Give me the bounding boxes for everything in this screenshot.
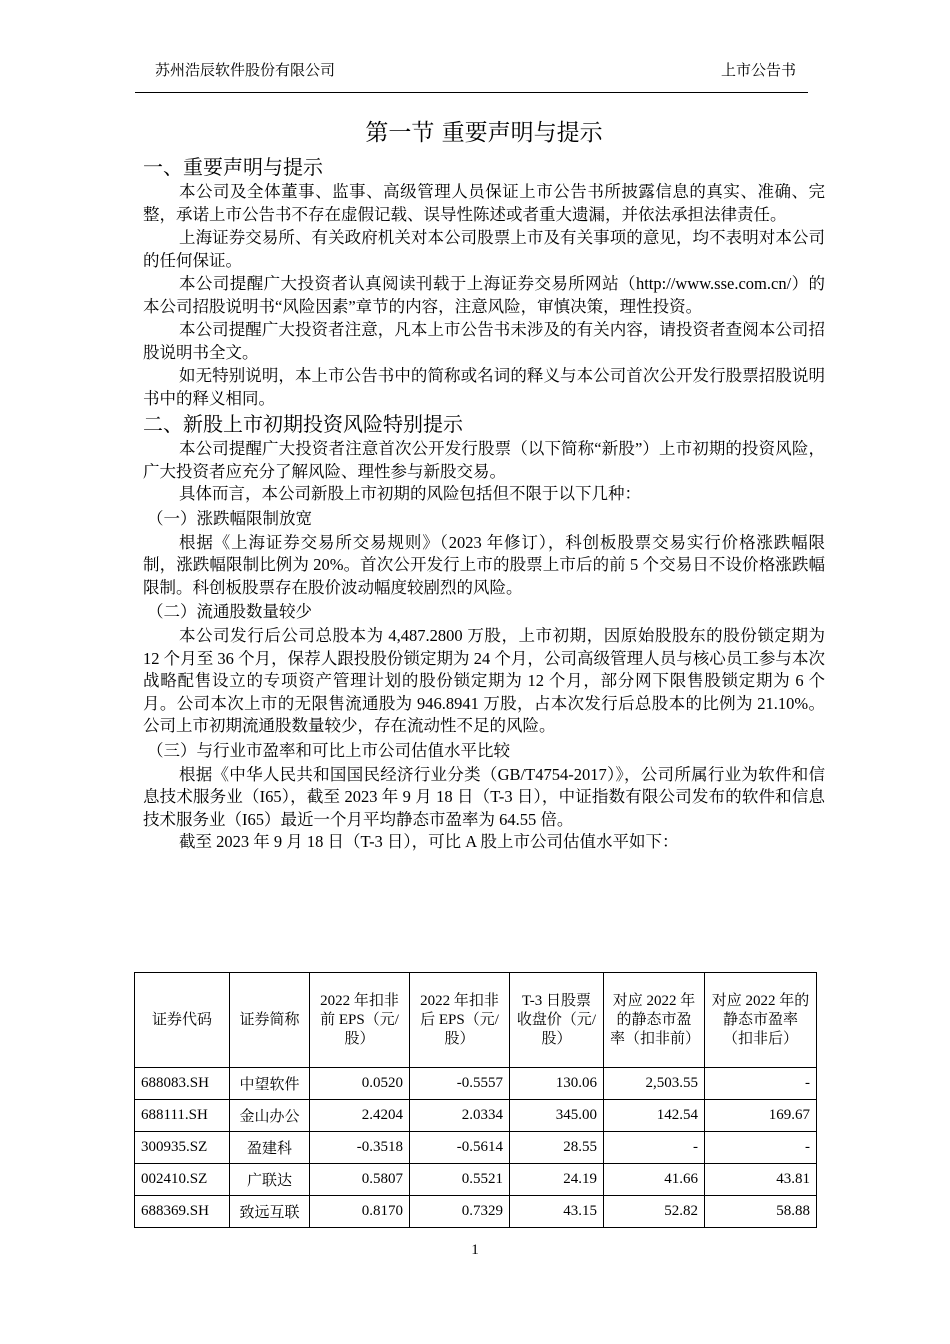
part1-paragraph: 本公司及全体董事、监事、高级管理人员保证上市公告书所披露信息的真实、准确、完整，承诺上市公告书不存在虚假记载、误导性陈述或者重大遗漏，并依法承担法律责任。 bbox=[143, 182, 825, 224]
cell-value: -0.5557 bbox=[410, 1068, 510, 1100]
cell-value: 169.67 bbox=[705, 1100, 817, 1132]
part1-paragraph: 本公司提醒广大投资者认真阅读刊载于上海证券交易所网站（http://www.sse.com.cn/）的本公司招股说明书“风险因素”章节的内容，注意风险，审慎决策，理性投资。 bbox=[143, 274, 825, 316]
cell-value: 28.55 bbox=[510, 1132, 604, 1164]
cell-value: 58.88 bbox=[705, 1196, 817, 1228]
cell-value: 2.4204 bbox=[310, 1100, 410, 1132]
document-type: 上市公告书 bbox=[720, 63, 796, 79]
cell-code: 688111.SH bbox=[135, 1100, 230, 1132]
cell-value: -0.5614 bbox=[410, 1132, 510, 1164]
cell-value: 142.54 bbox=[604, 1100, 705, 1132]
col-header: 证券代码 bbox=[135, 973, 230, 1068]
col-header: T-3 日股票收盘价（元/股） bbox=[510, 973, 604, 1068]
cell-value: 130.06 bbox=[510, 1068, 604, 1100]
cell-value: 43.15 bbox=[510, 1196, 604, 1228]
cell-code: 002410.SZ bbox=[135, 1164, 230, 1196]
cell-value: - bbox=[705, 1068, 817, 1100]
subsection-2-text: 本公司发行后公司总股本为 4,487.2800 万股，上市初期，因原始股股东的股份锁定期为 12 个月至 36 个月，保荐人跟投股份锁定期为 24 个月，公司高级管理人员与核心员工参与本次战略配售设立的专项资产管理计划的股份锁定期为 12 个月，部分网下限售股锁定期为 6 个月。公司本次上市的无限售流通股为 946.8941 万股，占本次发行后总股本的比例为 21.10%。公司上市初期流通股数量较少，存在流动性不足的风险。 bbox=[143, 626, 825, 735]
subsection-1-title: （一）涨跌幅限制放宽 bbox=[147, 508, 312, 528]
cell-value: 52.82 bbox=[604, 1196, 705, 1228]
part2-heading: 二、新股上市初期投资风险特别提示 bbox=[143, 412, 463, 436]
cell-code: 688083.SH bbox=[135, 1068, 230, 1100]
subsection-3-text: 根据《中华人民共和国国民经济行业分类（GB/T4754-2017）》，公司所属行业为软件和信息技术服务业（I65），截至 2023 年 9 月 18 日（T-3 日），中证指数有限公司发布的软件和信息技术服务业（I65）最近一个月平均静态市盈率为 64.55 倍。 bbox=[143, 764, 825, 829]
table-intro: 截至 2023 年 9 月 18 日（T-3 日），可比 A 股上市公司估值水平如下： bbox=[179, 832, 679, 851]
cell-value: -0.3518 bbox=[310, 1132, 410, 1164]
valuation-table-wrap bbox=[134, 972, 816, 1228]
part2-intro: 本公司提醒广大投资者注意首次公开发行股票（以下简称“新股”）上市初期的投资风险，广大投资者应充分了解风险、理性参与新股交易。 bbox=[143, 439, 825, 481]
col-header: 2022 年扣非前 EPS（元/股） bbox=[310, 973, 410, 1068]
col-header: 对应 2022 年的静态市盈率（扣非后） bbox=[705, 973, 817, 1068]
cell-value: 2.0334 bbox=[410, 1100, 510, 1132]
cell-name: 金山办公 bbox=[230, 1100, 310, 1132]
page-header bbox=[135, 56, 808, 93]
cell-name: 广联达 bbox=[230, 1164, 310, 1196]
valuation-table bbox=[134, 972, 817, 1228]
cell-name: 盈建科 bbox=[230, 1132, 310, 1164]
part1-paragraph: 本公司提醒广大投资者注意，凡本上市公告书未涉及的有关内容，请投资者查阅本公司招股说明书全文。 bbox=[143, 320, 825, 362]
part2-intro: 具体而言，本公司新股上市初期的风险包括但不限于以下几种： bbox=[179, 484, 641, 503]
cell-value: 0.0520 bbox=[310, 1068, 410, 1100]
cell-value: - bbox=[604, 1132, 705, 1164]
col-header: 对应 2022 年的静态市盈率（扣非前） bbox=[604, 973, 705, 1068]
cell-value: 43.81 bbox=[705, 1164, 817, 1196]
table-row bbox=[135, 1132, 817, 1164]
cell-code: 300935.SZ bbox=[135, 1132, 230, 1164]
part1-paragraph: 上海证券交易所、有关政府机关对本公司股票上市及有关事项的意见，均不表明对本公司的任何保证。 bbox=[143, 228, 825, 270]
cell-code: 688369.SH bbox=[135, 1196, 230, 1228]
company-name: 苏州浩辰软件股份有限公司 bbox=[155, 63, 336, 79]
section-title: 第一节 重要声明与提示 bbox=[365, 120, 603, 146]
table-header-row bbox=[135, 973, 817, 1068]
cell-value: 0.5521 bbox=[410, 1164, 510, 1196]
col-header: 证券简称 bbox=[230, 973, 310, 1068]
cell-name: 致远互联 bbox=[230, 1196, 310, 1228]
cell-name: 中望软件 bbox=[230, 1068, 310, 1100]
table-row bbox=[135, 1100, 817, 1132]
subsection-2-title: （二）流通股数量较少 bbox=[147, 602, 312, 621]
part1-heading: 一、重要声明与提示 bbox=[143, 155, 323, 179]
cell-value: 2,503.55 bbox=[604, 1068, 705, 1100]
cell-value: 41.66 bbox=[604, 1164, 705, 1196]
cell-value: 24.19 bbox=[510, 1164, 604, 1196]
table-row bbox=[135, 1196, 817, 1228]
cell-value: 0.5807 bbox=[310, 1164, 410, 1196]
page-number: 1 bbox=[471, 1242, 479, 1258]
cell-value: 0.7329 bbox=[410, 1196, 510, 1228]
part1-paragraph: 如无特别说明，本上市公告书中的简称或名词的释义与本公司首次公开发行股票招股说明书中的释义相同。 bbox=[143, 366, 825, 408]
subsection-3-title: （三）与行业市盈率和可比上市公司估值水平比较 bbox=[147, 740, 510, 760]
col-header: 2022 年扣非后 EPS（元/股） bbox=[410, 973, 510, 1068]
cell-value: 345.00 bbox=[510, 1100, 604, 1132]
table-row bbox=[135, 1164, 817, 1196]
cell-value: 0.8170 bbox=[310, 1196, 410, 1228]
table-row bbox=[135, 1068, 817, 1100]
page-body bbox=[143, 113, 825, 854]
cell-value: - bbox=[705, 1132, 817, 1164]
subsection-1-text: 根据《上海证券交易所交易规则》（2023 年修订），科创板股票交易实行价格涨跌幅限制，涨跌幅限制比例为 20%。首次公开发行上市的股票上市后的前 5 个交易日不设价格涨跌幅限制。科创板股票存在股价波动幅度较剧烈的风险。 bbox=[143, 532, 825, 597]
